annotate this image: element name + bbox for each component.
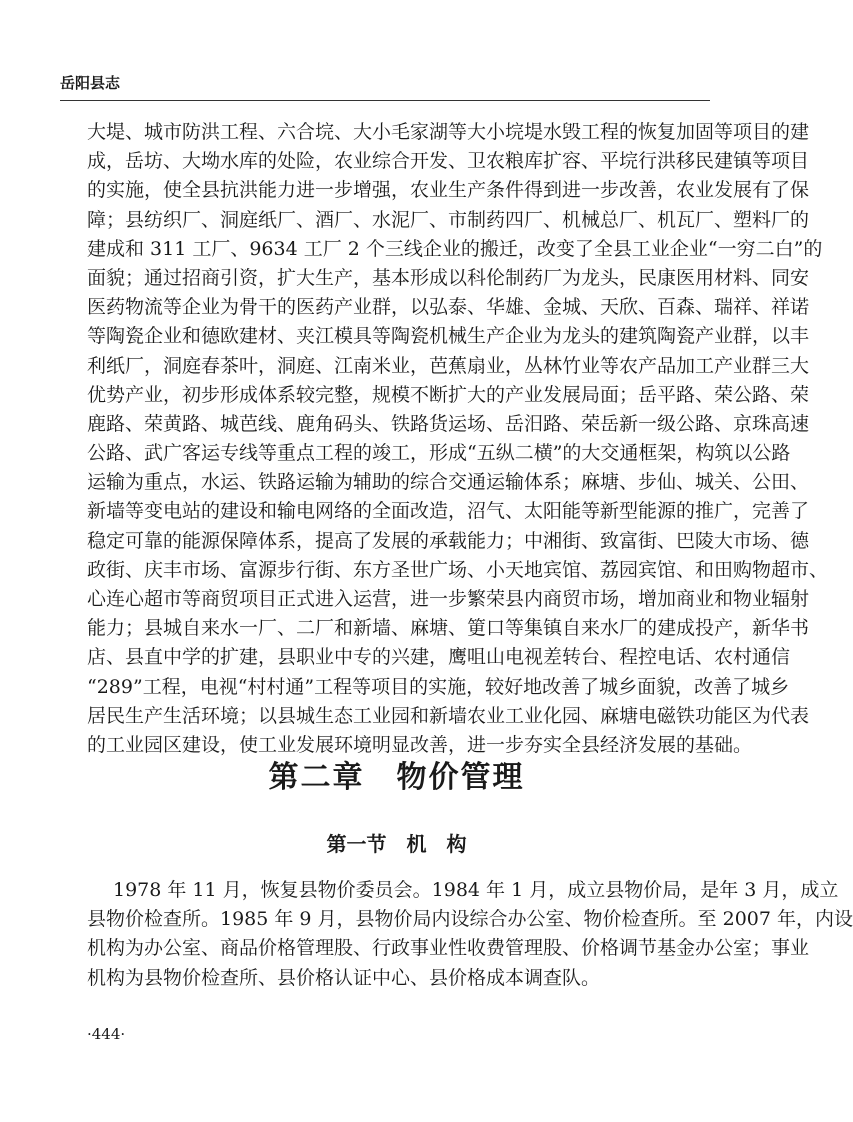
text-line: 政街、庆丰市场、富源步行街、东方圣世广场、小天地宾馆、荔园宾馆、和田购物超市、 (87, 558, 829, 581)
text-line: 居民生产生活环境；以县城生态工业园和新墙农业工业化园、麻塘电磁铁功能区为代表 (87, 704, 810, 727)
text-line: 机构为办公室、商品价格管理股、行政事业性收费管理股、价格调节基金办公室；事业 (87, 937, 810, 960)
text-line: “289”工程，电视“村村通”工程等项目的实施，较好地改善了城乡面貌，改善了城乡 (87, 675, 790, 698)
text-line: 店、县直中学的扩建，县职业中专的兴建，鹰咀山电视差转台、程控电话、农村通信 (87, 646, 791, 669)
text-line: 鹿路、荣黄路、城芭线、鹿角码头、铁路货运场、岳汨路、荣岳新一级公路、京珠高速 (87, 412, 810, 435)
text-line: 稳定可靠的能源保障体系，提高了发展的承载能力；中湘街、致富街、巴陵大市场、德 (87, 529, 810, 552)
text-line: 利纸厂，洞庭春茶叶，洞庭、江南米业，芭蕉扇业，丛林竹业等农产品加工产业群三大 (87, 354, 810, 377)
text-line: 心连心超市等商贸项目正式进入运营，进一步繁荣县内商贸市场，增加商业和物业辐射 (87, 588, 810, 610)
text-line: 医药物流等企业为骨干的医药产业群，以弘泰、华雄、金城、天欣、百森、瑞祥、祥诺 (87, 296, 810, 319)
text-line: 等陶瓷企业和德欧建材、夹江模具等陶瓷机械生产企业为龙头的建筑陶瓷产业群，以丰 (87, 325, 810, 348)
text-line: 能力；县城自来水一厂、二厂和新墙、麻塘、筻口等集镇自来水厂的建成投产，新华书 (87, 617, 810, 640)
text-line: 机构为县物价检查所、县价格认证中心、县价格成本调查队。 (87, 966, 601, 989)
header-rule (60, 100, 710, 101)
running-header-title: 岳阳县志 (60, 74, 121, 92)
text-line: 面貌；通过招商引资，扩大生产，基本形成以科伦制药厂为龙头，民康医用材料、同安 (87, 266, 810, 289)
text-line: 成，岳坊、大坳水库的处险，农业综合开发、卫农粮库扩容、平垸行洪移民建镇等项目 (87, 150, 810, 173)
text-line: 新墙等变电站的建设和输电网络的全面改造，沼气、太阳能等新型能源的推广，完善了 (87, 500, 810, 523)
text-line: 1978 年 11 月，恢复县物价委员会。1984 年 1 月，成立县物价局，是年 3 月，成立 (113, 879, 839, 901)
text-line: 优势产业，初步形成体系较完整，规模不断扩大的产业发展局面；岳平路、荣公路、荣 (87, 383, 810, 406)
text-line: 大堤、城市防洪工程、六合垸、大小毛家湖等大小垸堤水毁工程的恢复加固等项目的建 (87, 121, 810, 143)
page-number: ·444· (87, 1025, 126, 1043)
chapter-title: 第二章 物价管理 (268, 760, 525, 795)
text-line: 建成和 311 工厂、9634 工厂 2 个三线企业的搬迁，改变了全县工业企业“一穷二白”的 (87, 237, 823, 260)
text-line: 的工业园区建设，使工业发展环境明显改善，进一步夯实全县经济发展的基础。 (87, 733, 753, 756)
text-line: 的实施，使全县抗洪能力进一步增强，农业生产条件得到进一步改善，农业发展有了保 (87, 179, 810, 202)
paragraph-institutions (87, 876, 853, 993)
text-line: 公路、武广客运专线等重点工程的竣工，形成“五纵二横”的大交通框架，构筑以公路 (87, 442, 791, 465)
text-line: 障；县纺织厂、洞庭纸厂、酒厂、水泥厂、市制药四厂、机械总厂、机瓦厂、塑料厂的 (87, 208, 810, 231)
text-line: 运输为重点，水运、铁路运输为辅助的综合交通运输体系；麻塘、步仙、城关、公田、 (87, 471, 810, 494)
text-line: 县物价检查所。1985 年 9 月，县物价局内设综合办公室、物价检查所。至 2007 年，内设 (87, 908, 853, 931)
paragraph-continued (87, 118, 829, 760)
section-title: 第一节 机 构 (326, 832, 467, 856)
